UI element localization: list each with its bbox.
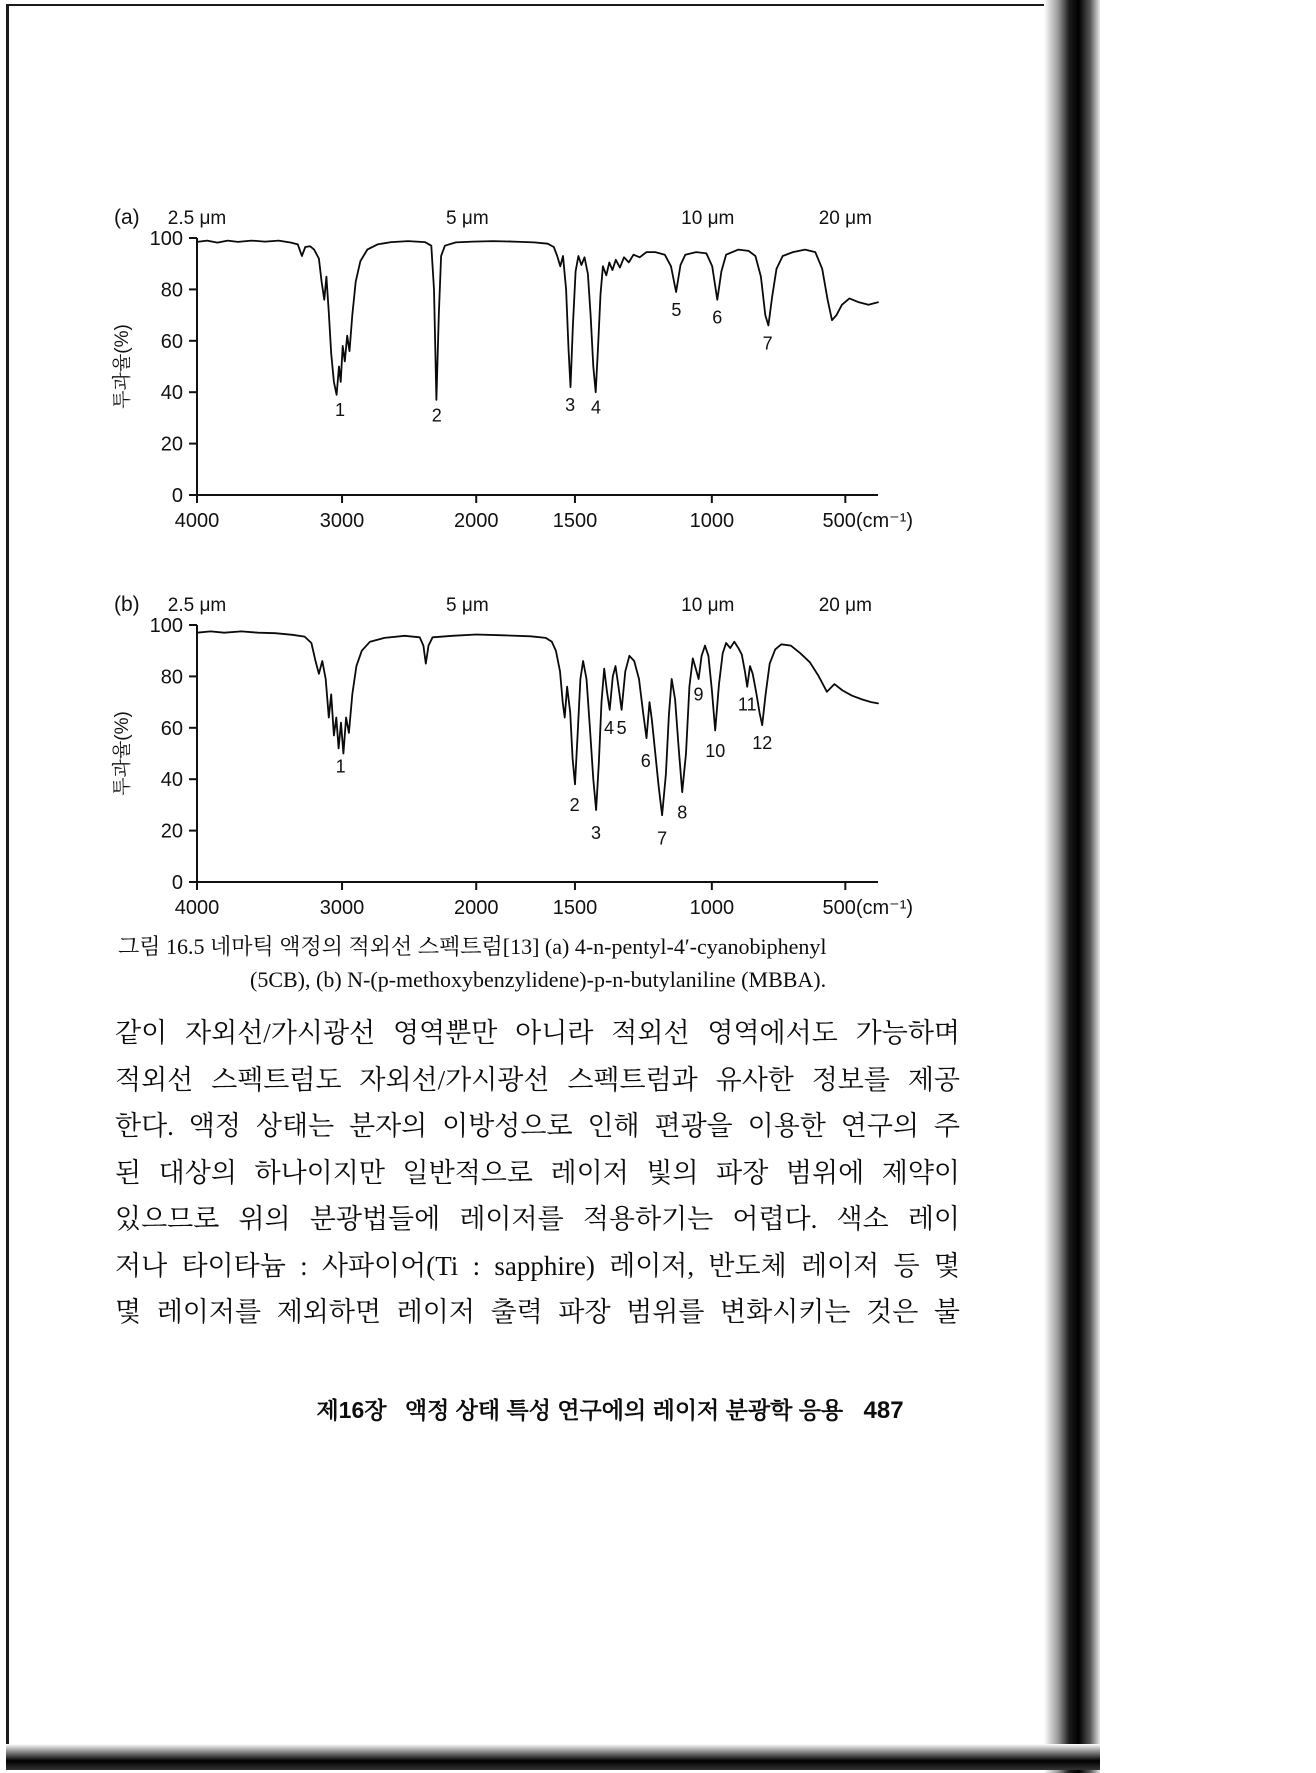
y-tick-label: 40 [160, 769, 183, 792]
panel-label: (a) [114, 206, 140, 229]
x-tick-label: 3000 [319, 897, 365, 919]
peak-number-label: 6 [640, 751, 651, 772]
figure-caption [118, 930, 988, 996]
y-tick-label: 20 [160, 433, 183, 456]
figure-caption-line2: (5CB), (b) N-(p-methoxybenzylidene)-p-n-butylaniline (MBBA). [250, 967, 827, 992]
peak-number-label: 12 [752, 733, 773, 754]
ir-spectrum-chart-b [100, 579, 950, 929]
x-tick-label: 1000 [689, 897, 735, 919]
peak-number-label: 1 [335, 400, 346, 421]
page-number: 487 [863, 1397, 904, 1424]
y-axis-title: 투과율(%) [112, 324, 133, 409]
wavelength-label: 20 μm [818, 595, 872, 616]
page-footer [160, 1392, 1060, 1425]
footer-chapter: 제16장 [316, 1397, 387, 1423]
y-tick-label: 60 [160, 717, 183, 740]
peak-number-label: 3 [565, 395, 576, 416]
wavelength-label: 10 μm [681, 595, 735, 616]
peak-number-label: 7 [657, 828, 668, 849]
body-text-line: 몇 레이저를 제외하면 레이저 출력 파장 범위를 변화시키는 것은 불 [115, 1297, 960, 1327]
peak-number-label: 8 [677, 802, 688, 823]
peak-number-label: 5 [616, 717, 627, 738]
body-text-line: 한다. 액정 상태는 분자의 이방성으로 인해 편광을 이용한 연구의 주 [115, 1111, 960, 1141]
wavelength-label: 2.5 μm [167, 208, 227, 229]
y-tick-label: 100 [149, 615, 183, 637]
y-tick-label: 20 [160, 820, 183, 843]
body-text-line: 있으므로 위의 분광법들에 레이저를 적용하기는 어렵다. 색소 레이 [115, 1204, 960, 1234]
x-tick-label: 3000 [319, 510, 365, 532]
peak-number-label: 2 [431, 405, 442, 426]
x-tick-label: 500(cm⁻¹) [822, 510, 914, 532]
y-tick-label: 40 [160, 382, 183, 405]
x-tick-label: 4000 [174, 897, 220, 919]
y-tick-label: 0 [171, 872, 183, 894]
scan-border-top [6, 4, 1068, 6]
peak-number-label: 5 [671, 299, 682, 320]
scan-book-edge-right [1044, 0, 1100, 1773]
wavelength-label: 2.5 μm [167, 595, 227, 616]
peak-number-label: 7 [762, 333, 773, 354]
wavelength-label: 5 μm [446, 595, 489, 616]
y-tick-label: 100 [149, 228, 183, 250]
peak-number-label: 4 [591, 397, 602, 418]
peak-number-label: 1 [335, 756, 346, 777]
wavelength-label: 20 μm [818, 208, 872, 229]
footer-running-title: 액정 상태 특성 연구에의 레이저 분광학 응용 [404, 1397, 844, 1423]
wavelength-label: 5 μm [446, 208, 489, 229]
peak-number-label: 11 [737, 694, 757, 715]
body-text-line: 같이 자외선/가시광선 영역뿐만 아니라 적외선 영역에서도 가능하며 [115, 1018, 960, 1048]
ir-spectrum-chart-a [100, 192, 950, 542]
y-axis-title: 투과율(%) [112, 711, 133, 796]
ir-spectrum-panel-a [100, 192, 950, 547]
x-tick-label: 1500 [552, 510, 598, 532]
ir-spectrum-panel-b [100, 579, 950, 934]
y-tick-label: 80 [160, 666, 183, 689]
peak-number-label: 6 [712, 307, 723, 328]
y-tick-label: 60 [160, 330, 183, 353]
body-paragraph [115, 1010, 960, 1336]
chart-axes [197, 625, 878, 882]
panel-label: (b) [114, 593, 140, 616]
x-tick-label: 1000 [689, 510, 735, 532]
x-tick-label: 2000 [453, 897, 499, 919]
x-tick-label: 4000 [174, 510, 220, 532]
peak-number-label: 9 [693, 684, 704, 705]
x-tick-label: 2000 [453, 510, 499, 532]
spectrum-curve [197, 241, 878, 400]
y-tick-label: 80 [160, 279, 183, 302]
figure-caption-line1: 그림 16.5 네마틱 액정의 적외선 스펙트럼[13] (a) 4-n-pentyl-4′-cyanobiphenyl [118, 934, 827, 959]
scan-book-edge-bottom [6, 1744, 1100, 1770]
body-text-line: 된 대상의 하나이지만 일반적으로 레이저 빛의 파장 범위에 제약이 [115, 1157, 960, 1188]
body-text-line: 저나 타이타늄 : 사파이어(Ti : sapphire) 레이저, 반도체 레이저 등 몇 [115, 1250, 960, 1281]
peak-number-label: 10 [705, 740, 726, 761]
peak-number-label: 2 [569, 794, 580, 815]
peak-number-label: 4 [603, 717, 615, 738]
scan-border-left [6, 4, 9, 1766]
x-tick-label: 1500 [552, 897, 598, 919]
spectrum-curve [197, 631, 878, 815]
wavelength-label: 10 μm [681, 208, 735, 229]
y-tick-label: 0 [171, 485, 183, 507]
x-tick-label: 500(cm⁻¹) [822, 897, 914, 919]
peak-number-label: 3 [591, 823, 602, 844]
body-text-line: 적외선 스펙트럼도 자외선/가시광선 스펙트럼과 유사한 정보를 제공 [115, 1064, 960, 1095]
